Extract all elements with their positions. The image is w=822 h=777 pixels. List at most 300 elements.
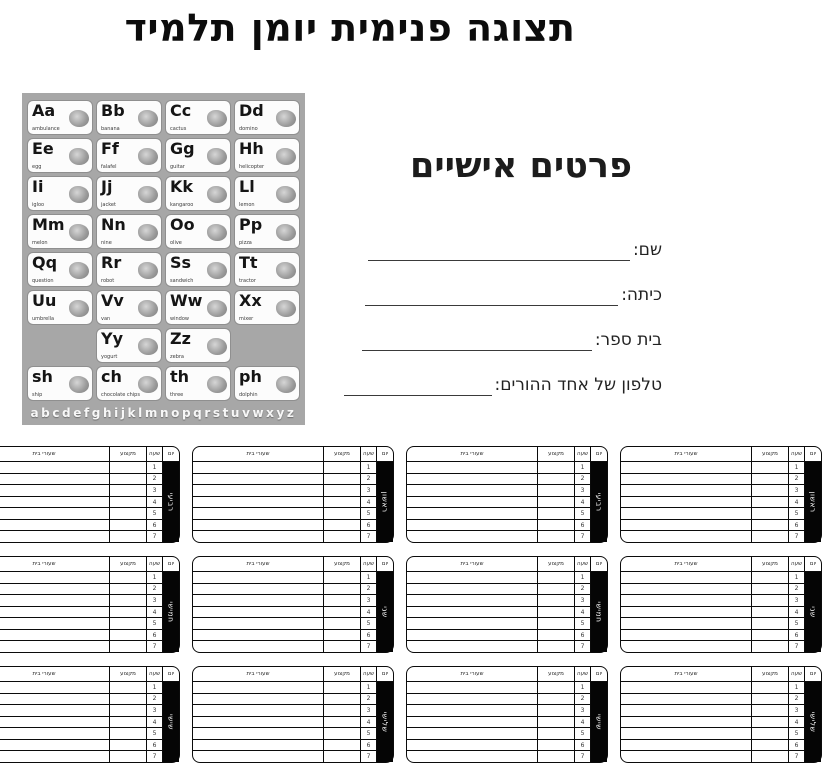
letter-pair: Ww [170, 291, 203, 310]
day-column [162, 667, 179, 762]
field-class [344, 285, 663, 306]
day-column [804, 557, 821, 652]
blank-cell [538, 640, 574, 652]
hour-number: 5 [575, 727, 590, 739]
blank-cell [407, 519, 537, 531]
hour-number: 2 [147, 693, 162, 705]
hour-number: 4 [147, 606, 162, 618]
blank-cell [193, 716, 323, 728]
blank-cell [0, 716, 109, 728]
hour-number: 1 [575, 681, 590, 693]
letter-pair: Aa [32, 101, 56, 120]
blank-cell [621, 617, 751, 629]
blank-cell [752, 461, 788, 473]
blank-cell [407, 739, 537, 751]
subject-header: מקצוע [548, 451, 564, 457]
word-label: question [32, 278, 54, 284]
blank-cell [752, 739, 788, 751]
blank-cell [193, 693, 323, 705]
blank-cell [538, 693, 574, 705]
word-label: lemon [239, 202, 255, 208]
blank-cell [324, 519, 360, 531]
day-header: יום [381, 561, 389, 567]
field-name [344, 240, 663, 261]
day-column [376, 557, 393, 652]
blank-cell [324, 583, 360, 595]
hour-number: 6 [789, 519, 804, 531]
day-name: שני [380, 606, 390, 618]
blank-cell [621, 484, 751, 496]
blank-cell [0, 739, 109, 751]
letter-pair: Gg [170, 139, 195, 158]
hour-column [146, 447, 162, 542]
day-column [162, 557, 179, 652]
blank-cell [0, 530, 109, 542]
kangaroo-icon [207, 186, 227, 203]
hour-column [146, 667, 162, 762]
homework-column [407, 667, 537, 762]
hour-number: 7 [147, 640, 162, 652]
schedule-table [406, 556, 608, 653]
blank-cell [538, 629, 574, 641]
blank-cell [538, 594, 574, 606]
blank-cell [110, 640, 146, 652]
hour-number: 4 [575, 496, 590, 508]
letter-pair: Xx [239, 291, 262, 310]
blank-cell [193, 530, 323, 542]
van-icon [138, 300, 158, 317]
banana-icon [138, 110, 158, 127]
hour-header: שעה [149, 451, 160, 457]
alphabet-grid [27, 100, 300, 401]
blank-cell [407, 484, 537, 496]
alphabet-cell-jacket [96, 176, 162, 211]
homework-column [407, 557, 537, 652]
schedule-table [620, 666, 822, 763]
hour-number: 3 [789, 484, 804, 496]
pizza-icon [276, 224, 296, 241]
blank-cell [324, 594, 360, 606]
hour-column [788, 447, 804, 542]
blank-cell [621, 727, 751, 739]
blank-cell [621, 461, 751, 473]
blank-cell [110, 739, 146, 751]
blank-cell [324, 461, 360, 473]
hour-number: 2 [575, 583, 590, 595]
day-name-strip [805, 681, 821, 762]
blank-cell [407, 571, 537, 583]
letter-pair: Uu [32, 291, 57, 310]
blank-cell [193, 681, 323, 693]
word-label: window [170, 316, 189, 322]
hour-column [788, 667, 804, 762]
blank-cell [110, 716, 146, 728]
day-column [590, 557, 607, 652]
word-label: jacket [101, 202, 116, 208]
day-header: יום [595, 451, 603, 457]
hour-number: 7 [789, 750, 804, 762]
blank-cell [110, 583, 146, 595]
blank-cell [193, 473, 323, 485]
hour-column [360, 447, 376, 542]
alphabet-cell-domino [234, 100, 300, 135]
day-name: שלישי [380, 711, 390, 733]
hour-number: 3 [789, 594, 804, 606]
hour-number: 4 [575, 716, 590, 728]
hour-header: שעה [791, 561, 802, 567]
word-label: van [101, 316, 111, 322]
hour-number: 4 [147, 716, 162, 728]
blank-cell [538, 484, 574, 496]
word-label: olive [170, 240, 182, 246]
blank-cell [752, 530, 788, 542]
hour-column [574, 667, 590, 762]
blank-cell [193, 594, 323, 606]
blank-cell [752, 473, 788, 485]
letter-pair: sh [32, 367, 53, 386]
hour-number: 3 [361, 484, 376, 496]
blank-cell [193, 461, 323, 473]
blank-cell [110, 693, 146, 705]
hour-number: 7 [789, 530, 804, 542]
blank-cell [324, 571, 360, 583]
dolphin-icon [276, 376, 296, 393]
homework-header: שעורי בית [674, 451, 698, 457]
homework-header: שעורי בית [32, 561, 56, 567]
subject-column [751, 557, 788, 652]
homework-header: שעורי בית [246, 451, 270, 457]
blank-cell [324, 507, 360, 519]
hour-header: שעה [149, 561, 160, 567]
zebra-icon [207, 338, 227, 355]
homework-header: שעורי בית [460, 451, 484, 457]
hour-number: 5 [147, 727, 162, 739]
page-title: תצוגה פנימית יומן תלמיד [124, 6, 576, 50]
subject-column [323, 557, 360, 652]
word-label: banana [101, 126, 120, 132]
blank-cell [407, 461, 537, 473]
alphabet-strip: abcdefghijklmnopqrstuvwxyz [30, 406, 297, 420]
hour-number: 7 [147, 750, 162, 762]
day-header: יום [167, 671, 175, 677]
day-name-strip [163, 461, 179, 542]
subject-column [323, 447, 360, 542]
word-label: three [170, 392, 184, 398]
alphabet-cell-melon [27, 214, 93, 249]
personal-details-heading: פרטים אישיים [409, 146, 633, 186]
hour-number: 5 [789, 727, 804, 739]
word-label: ship [32, 392, 43, 398]
schedule-table [0, 666, 180, 763]
hour-number: 4 [361, 496, 376, 508]
igloo-icon [69, 186, 89, 203]
alphabet-cell-banana [96, 100, 162, 135]
hour-number: 5 [789, 507, 804, 519]
blank-cell [110, 750, 146, 762]
hour-number: 6 [789, 739, 804, 751]
hour-number: 1 [575, 461, 590, 473]
blank-cell [0, 571, 109, 583]
hour-number: 3 [575, 594, 590, 606]
blank-cell [110, 629, 146, 641]
homework-column [0, 447, 109, 542]
domino-icon [276, 110, 296, 127]
blank-cell [621, 530, 751, 542]
blank-cell [193, 629, 323, 641]
blank-cell [752, 629, 788, 641]
hour-number: 1 [147, 571, 162, 583]
blank-cell [324, 739, 360, 751]
hour-number: 5 [575, 617, 590, 629]
subject-header: מקצוע [334, 451, 350, 457]
homework-header: שעורי בית [32, 451, 56, 457]
letter-pair: Ee [32, 139, 54, 158]
field-line [368, 240, 630, 261]
hour-number: 3 [147, 484, 162, 496]
blank-cell [621, 519, 751, 531]
blank-cell [538, 606, 574, 618]
falafel-icon [138, 148, 158, 165]
word-label: helicopter [239, 164, 265, 170]
blank-cell [110, 606, 146, 618]
homework-column [193, 447, 323, 542]
day-header: יום [809, 451, 817, 457]
letter-pair: Yy [101, 329, 124, 348]
blank-cell [752, 681, 788, 693]
alphabet-cell-ship [27, 366, 93, 401]
letter-pair: th [170, 367, 190, 386]
hour-number: 6 [361, 629, 376, 641]
homework-header: שעורי בית [246, 561, 270, 567]
hour-column [146, 557, 162, 652]
word-label: pizza [239, 240, 252, 246]
hour-number: 3 [789, 704, 804, 716]
day-name-strip [591, 571, 607, 652]
hour-number: 6 [361, 739, 376, 751]
day-name: שישי [594, 714, 604, 730]
day-header: יום [167, 451, 175, 457]
blank-cell [538, 571, 574, 583]
homework-header: שעורי בית [460, 671, 484, 677]
day-header: יום [809, 561, 817, 567]
blank-cell [538, 681, 574, 693]
blank-cell [0, 640, 109, 652]
homework-header: שעורי בית [246, 671, 270, 677]
word-label: igloo [32, 202, 45, 208]
blank-cell [752, 727, 788, 739]
blank-cell [407, 507, 537, 519]
blank-cell [0, 693, 109, 705]
blank-cell [110, 617, 146, 629]
olive-icon [207, 224, 227, 241]
letter-pair: Oo [170, 215, 195, 234]
hour-number: 2 [575, 693, 590, 705]
homework-column [621, 557, 751, 652]
alphabet-cell-olive [165, 214, 231, 249]
day-column [590, 667, 607, 762]
hour-number: 5 [575, 507, 590, 519]
blank-cell [752, 571, 788, 583]
letter-pair: Ll [239, 177, 255, 196]
hour-number: 1 [575, 571, 590, 583]
hour-number: 5 [361, 617, 376, 629]
hour-number: 7 [361, 640, 376, 652]
day-name: חמישי [166, 601, 176, 623]
hour-column [574, 557, 590, 652]
word-label: falafel [101, 164, 117, 170]
subject-header: מקצוע [762, 561, 778, 567]
guitar-icon [207, 148, 227, 165]
blank-cell [407, 640, 537, 652]
hour-number: 6 [361, 519, 376, 531]
letter-pair: Cc [170, 101, 192, 120]
day-name: ראשון [808, 491, 818, 513]
letter-pair: Zz [170, 329, 191, 348]
blank-cell [193, 739, 323, 751]
subject-column [109, 667, 146, 762]
word-label: chocolate chips [101, 392, 140, 398]
schedule-table [620, 446, 822, 543]
hour-header: שעה [577, 671, 588, 677]
day-name-strip [377, 461, 393, 542]
mixer-icon [276, 300, 296, 317]
blank-cell [193, 727, 323, 739]
helicopter-icon [276, 148, 296, 165]
homework-column [407, 447, 537, 542]
nine-icon [138, 224, 158, 241]
blank-cell [193, 571, 323, 583]
blank-cell [407, 496, 537, 508]
blank-cell [0, 496, 109, 508]
blank-cell [324, 640, 360, 652]
blank-cell [407, 716, 537, 728]
hour-number: 1 [147, 461, 162, 473]
blank-cell [110, 594, 146, 606]
blank-cell [0, 750, 109, 762]
hour-number: 7 [575, 530, 590, 542]
hour-number: 5 [147, 617, 162, 629]
blank-cell [110, 727, 146, 739]
day-name: רביעי [594, 492, 604, 512]
personal-fields [344, 240, 663, 420]
blank-cell [407, 681, 537, 693]
day-name-strip [805, 571, 821, 652]
blank-cell [193, 519, 323, 531]
hour-number: 1 [361, 461, 376, 473]
blank-cell [407, 617, 537, 629]
alphabet-cell-dolphin [234, 366, 300, 401]
letter-pair: Ii [32, 177, 44, 196]
hour-number: 3 [575, 704, 590, 716]
homework-header: שעורי בית [32, 671, 56, 677]
hour-number: 2 [361, 473, 376, 485]
blank-cell [0, 704, 109, 716]
subject-header: מקצוע [762, 671, 778, 677]
hour-number: 6 [789, 629, 804, 641]
egg-icon [69, 148, 89, 165]
blank-cell [324, 484, 360, 496]
hour-column [574, 447, 590, 542]
blank-cell [324, 617, 360, 629]
homework-header: שעורי בית [674, 561, 698, 567]
blank-cell [621, 693, 751, 705]
field-parent-phone [344, 375, 663, 396]
hour-number: 4 [147, 496, 162, 508]
hour-number: 7 [147, 530, 162, 542]
blank-cell [752, 750, 788, 762]
field-label: טלפון של אחד ההורים: [494, 375, 662, 396]
blank-cell [752, 484, 788, 496]
subject-header: מקצוע [334, 671, 350, 677]
blank-cell [752, 496, 788, 508]
blank-cell [621, 507, 751, 519]
hour-number: 6 [575, 739, 590, 751]
hour-number: 1 [789, 461, 804, 473]
blank-cell [752, 507, 788, 519]
homework-column [0, 557, 109, 652]
schedule-table [0, 446, 180, 543]
day-name-strip [377, 571, 393, 652]
blank-cell [538, 473, 574, 485]
word-label: tractor [239, 278, 256, 284]
alphabet-cell-pizza [234, 214, 300, 249]
blank-cell [324, 727, 360, 739]
subject-column [751, 667, 788, 762]
blank-cell [324, 473, 360, 485]
hour-number: 1 [147, 681, 162, 693]
alphabet-cell-guitar [165, 138, 231, 173]
letter-pair: Hh [239, 139, 264, 158]
alphabet-cell-yogurt [96, 328, 162, 363]
day-name: ראשון [380, 491, 390, 513]
day-column [376, 667, 393, 762]
blank-cell [193, 750, 323, 762]
hour-header: שעה [363, 451, 374, 457]
day-header: יום [167, 561, 175, 567]
blank-cell [407, 629, 537, 641]
subject-header: מקצוע [762, 451, 778, 457]
blank-cell [0, 507, 109, 519]
hour-number: 7 [575, 750, 590, 762]
blank-cell [324, 606, 360, 618]
hour-number: 6 [147, 739, 162, 751]
blank-cell [621, 640, 751, 652]
alphabet-cell-window [165, 290, 231, 325]
hour-header: שעה [577, 451, 588, 457]
blank-cell [407, 727, 537, 739]
blank-cell [193, 484, 323, 496]
hour-number: 6 [147, 629, 162, 641]
blank-cell [407, 473, 537, 485]
blank-cell [0, 461, 109, 473]
word-label: mixer [239, 316, 254, 322]
letter-pair: Ff [101, 139, 119, 158]
schedule-table [192, 446, 394, 543]
schedule-table [620, 556, 822, 653]
blank-cell [110, 530, 146, 542]
sandwich-icon [207, 262, 227, 279]
empty-cell [27, 328, 93, 363]
day-header: יום [595, 561, 603, 567]
field-school [344, 330, 663, 351]
letter-pair: ch [101, 367, 122, 386]
subject-column [323, 667, 360, 762]
letter-pair: Nn [101, 215, 126, 234]
subject-column [537, 447, 574, 542]
blank-cell [110, 704, 146, 716]
day-name-strip [377, 681, 393, 762]
blank-cell [538, 530, 574, 542]
